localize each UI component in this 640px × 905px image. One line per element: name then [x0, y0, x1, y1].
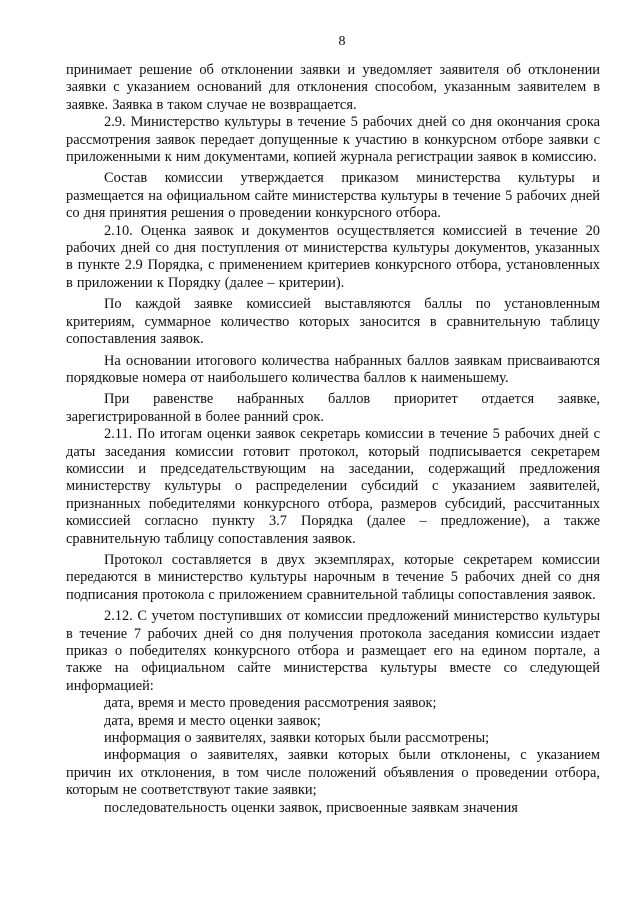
paragraph-2-10: 2.10. Оценка заявок и документов осуществляется комиссией в течение 20 рабочих дней со дня поступления от министерства культуры документов, указанных в пункте 2.9 Порядка, с применением критериев конкурсного отбора, установленных в приложении к Порядку (далее – критерии). [66, 222, 600, 291]
paragraph-commission-composition: Состав комиссии утверждается приказом министерства культуры и размещается на официальном сайте министерства культуры в течение 5 рабочих дней со дня принятия решения о проведении конкурсного отбора. [66, 170, 600, 222]
list-item-rejected-applicants: информация о заявителях, заявки которых были отклонены, с указанием причин их отклонения, в том числе положений объявления о проведении отбора, которым не соответствуют такие заявки; [66, 747, 600, 799]
paragraph-tie-priority: При равенстве набранных баллов приоритет отдается заявке, зарегистрированной в более ранний срок. [66, 391, 600, 425]
paragraph-ranking: На основании итогового количества набранных баллов заявкам присваиваются порядковые номера от наибольшего количества баллов к наименьшему. [66, 352, 600, 386]
paragraph-2-12: 2.12. С учетом поступивших от комиссии предложений министерство культуры в течение 7 рабочих дней со дня получения протокола заседания комиссии издает приказ о победителях конкурсного отбора и размещает его на едином портале, а также на официальном сайте министерства культуры вместе со следующей информацией: [66, 608, 600, 694]
paragraph-2-11: 2.11. По итогам оценки заявок секретарь комиссии в течение 5 рабочих дней с даты заседания комиссии готовит протокол, который подписывается секретарем комиссии и председательствующим на заседании, содержащий предложения министерству культуры о распределении субсидий с указанием заявителей, признанных победителями конкурсного отбора, размеров субсидий, рассчитанных комиссией согласно пункту 3.7 Порядка (далее – предложение), а также сравнительную таблицу сопоставления заявок. [66, 426, 600, 547]
list-item-review-datetime: дата, время и место проведения рассмотрения заявок; [104, 695, 437, 712]
list-item-evaluation-sequence: последовательность оценки заявок, присвоенные заявкам значения [104, 799, 518, 816]
paragraph-rejection-notice: принимает решение об отклонении заявки и уведомляет заявителя об отклонении заявки с указанием оснований для отклонения способом, указанным заявителем в заявке. Заявка в таком случае не возвращается. [66, 62, 600, 113]
paragraph-protocol-copies: Протокол составляется в двух экземплярах, которые секретарем комиссии передаются в министерство культуры нарочным в течение 5 рабочих дней со дня подписания протокола с приложением сравнительной таблицы сопоставления заявок. [66, 551, 600, 603]
paragraph-2-9: 2.9. Министерство культуры в течение 5 рабочих дней со дня окончания срока рассмотрения заявок передает допущенные к участию в конкурсном отборе заявки с приложенными к ним документами, копией журнала регистрации заявок в комиссию. [66, 114, 600, 166]
list-item-evaluation-datetime: дата, время и место оценки заявок; [104, 712, 321, 729]
paragraph-scoring: По каждой заявке комиссией выставляются баллы по установленным критериям, суммарное количество которых заносится в сравнительную таблицу сопоставления заявок. [66, 296, 600, 348]
page-number: 8 [338, 34, 346, 49]
list-item-reviewed-applicants: информация о заявителях, заявки которых были рассмотрены; [104, 730, 490, 747]
